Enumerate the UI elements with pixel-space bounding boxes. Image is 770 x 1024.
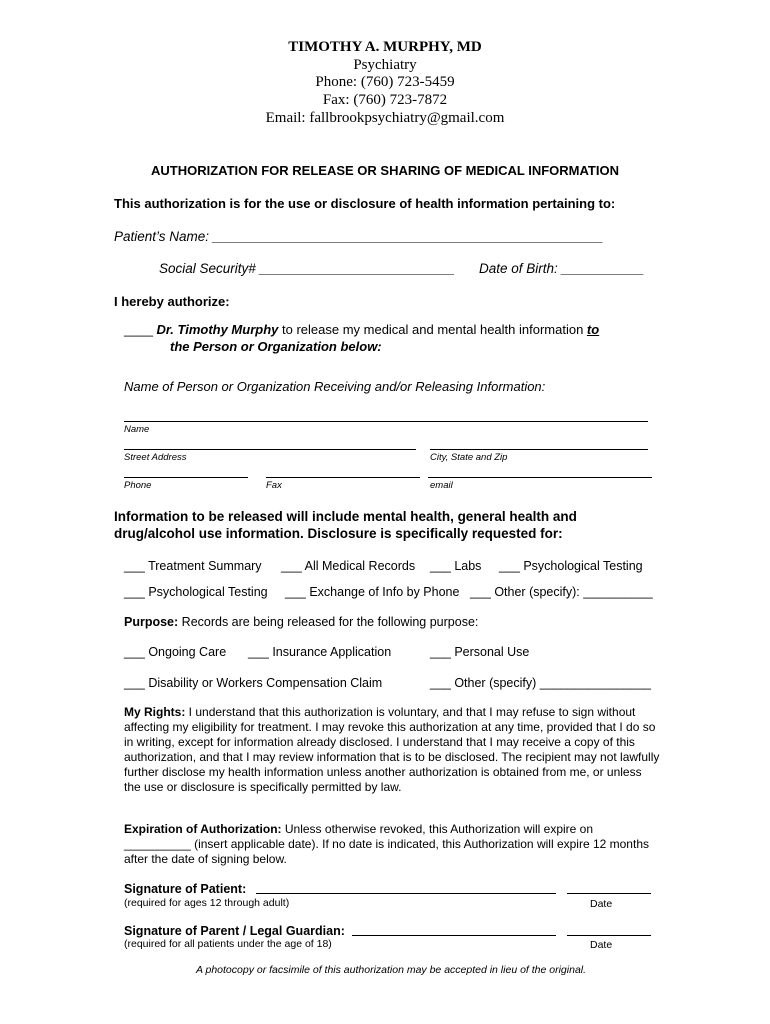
expiration-text: Unless otherwise revoked, this Authorization will expire on __________ (insert applicable date). If no date is indicated, this Authorization will expire 12 months after the date of signing below. xyxy=(124,822,649,866)
authorize-text: to release my medical and mental health information xyxy=(278,322,587,337)
sig-parent-line[interactable] xyxy=(352,935,556,936)
check-treatment-summary[interactable]: ___ Treatment Summary xyxy=(124,559,262,573)
caption-city: City, State and Zip xyxy=(430,452,508,463)
purpose-insurance[interactable]: ___ Insurance Application xyxy=(248,645,392,659)
practitioner-name: TIMOTHY A. MURPHY, MD xyxy=(288,39,482,55)
date-label-1: Date xyxy=(590,898,613,910)
info-heading-2: drug/alcohol use information. Disclosure is specifically requested for: xyxy=(114,526,563,541)
specialty: Psychiatry xyxy=(353,57,417,73)
check-all-medical-records[interactable]: ___ All Medical Records xyxy=(281,559,416,573)
ssn-field[interactable]: __________________________ xyxy=(259,261,455,276)
check-exchange-info[interactable]: ___ Exchange of Info by Phone xyxy=(285,585,460,599)
patient-name-label: Patient’s Name: xyxy=(114,229,210,244)
form-intro: This authorization is for the use or disclosure of health information pertaining to: xyxy=(114,196,616,211)
purpose-disability[interactable]: ___ Disability or Workers Compensation Claim xyxy=(124,676,383,690)
email-field-line[interactable] xyxy=(428,477,652,478)
dob-label: Date of Birth: xyxy=(479,261,558,276)
sig-parent-label: Signature of Parent / Legal Guardian: xyxy=(124,924,345,938)
phone: Phone: (760) 723-5459 xyxy=(315,74,455,90)
check-psych-testing-1[interactable]: ___ Psychological Testing xyxy=(499,559,643,573)
purpose-text: Records are being released for the following purpose: xyxy=(178,615,479,629)
dob-row xyxy=(479,261,644,276)
rights-text: I understand that this authorization is voluntary, and that I may refuse to sign without affecting my eligibility for treatment. I may revoke this authorization at any time, provided that I do so in writing, except for information already disclosed. I understand that I may receive a copy of this authorization, and that I may review information that is to be disclosed. The recipient may not lawfully further disclose my health information unless another authorization is obtained from me, or unless the use or disclosure is specifically permitted by law. xyxy=(124,705,660,794)
caption-email: email xyxy=(430,480,453,491)
sig-patient-label: Signature of Patient: xyxy=(124,882,247,896)
sig-patient-date-line[interactable] xyxy=(567,893,651,894)
receiver-heading: Name of Person or Organization Receiving and/or Releasing Information: xyxy=(124,379,546,394)
authorize-to: to xyxy=(586,322,600,337)
rights-paragraph xyxy=(124,705,660,795)
sig-parent-note: (required for all patients under the age of 18) xyxy=(124,938,332,950)
ssn-label: Social Security# xyxy=(159,261,256,276)
caption-name: Name xyxy=(124,424,150,435)
ssn-row xyxy=(159,261,455,276)
purpose-other[interactable]: ___ Other (specify) ________________ xyxy=(430,676,651,690)
sig-patient-note: (required for ages 12 through adult) xyxy=(124,897,290,909)
patient-name-row xyxy=(114,229,603,244)
authorize-line-1 xyxy=(124,322,599,337)
caption-phone: Phone xyxy=(124,480,152,491)
authorize-label: I hereby authorize: xyxy=(114,294,230,309)
dob-field[interactable]: ___________ xyxy=(561,261,645,276)
rights-label: My Rights: xyxy=(124,705,186,719)
authorize-checkbox[interactable]: ____ xyxy=(124,322,153,337)
expiration-label: Expiration of Authorization: xyxy=(124,822,282,836)
purpose-personal-use[interactable]: ___ Personal Use xyxy=(430,645,530,659)
sig-parent-date-line[interactable] xyxy=(567,935,651,936)
info-heading-1: Information to be released will include mental health, general health and xyxy=(114,509,577,524)
date-label-2: Date xyxy=(590,939,613,951)
purpose-label: Purpose: xyxy=(124,615,179,629)
city-field-line[interactable] xyxy=(430,449,648,450)
caption-street: Street Address xyxy=(124,452,187,463)
check-other-specify[interactable]: ___ Other (specify): __________ xyxy=(470,585,653,599)
check-labs[interactable]: ___ Labs xyxy=(430,559,482,573)
phone-field-line[interactable] xyxy=(124,477,248,478)
patient-name-field[interactable]: ____________________________________________________ xyxy=(212,229,604,244)
form-title: AUTHORIZATION FOR RELEASE OR SHARING OF MEDICAL INFORMATION xyxy=(151,163,619,178)
expiration-paragraph xyxy=(124,822,660,867)
caption-fax: Fax xyxy=(266,480,282,491)
check-psych-testing-2[interactable]: ___ Psychological Testing xyxy=(124,585,268,599)
name-field-line[interactable] xyxy=(124,421,648,422)
footer-note: A photocopy or facsimile of this authorization may be accepted in lieu of the original. xyxy=(195,964,587,976)
sig-patient-line[interactable] xyxy=(256,893,556,894)
purpose-row xyxy=(124,615,478,629)
fax-field-line[interactable] xyxy=(266,477,420,478)
fax: Fax: (760) 723-7872 xyxy=(322,92,448,108)
street-field-line[interactable] xyxy=(124,449,416,450)
authorize-doctor: Dr. Timothy Murphy xyxy=(156,322,279,337)
email: Email: fallbrookpsychiatry@gmail.com xyxy=(265,110,505,126)
purpose-ongoing-care[interactable]: ___ Ongoing Care xyxy=(124,645,227,659)
authorize-line-2: the Person or Organization below: xyxy=(170,339,382,354)
